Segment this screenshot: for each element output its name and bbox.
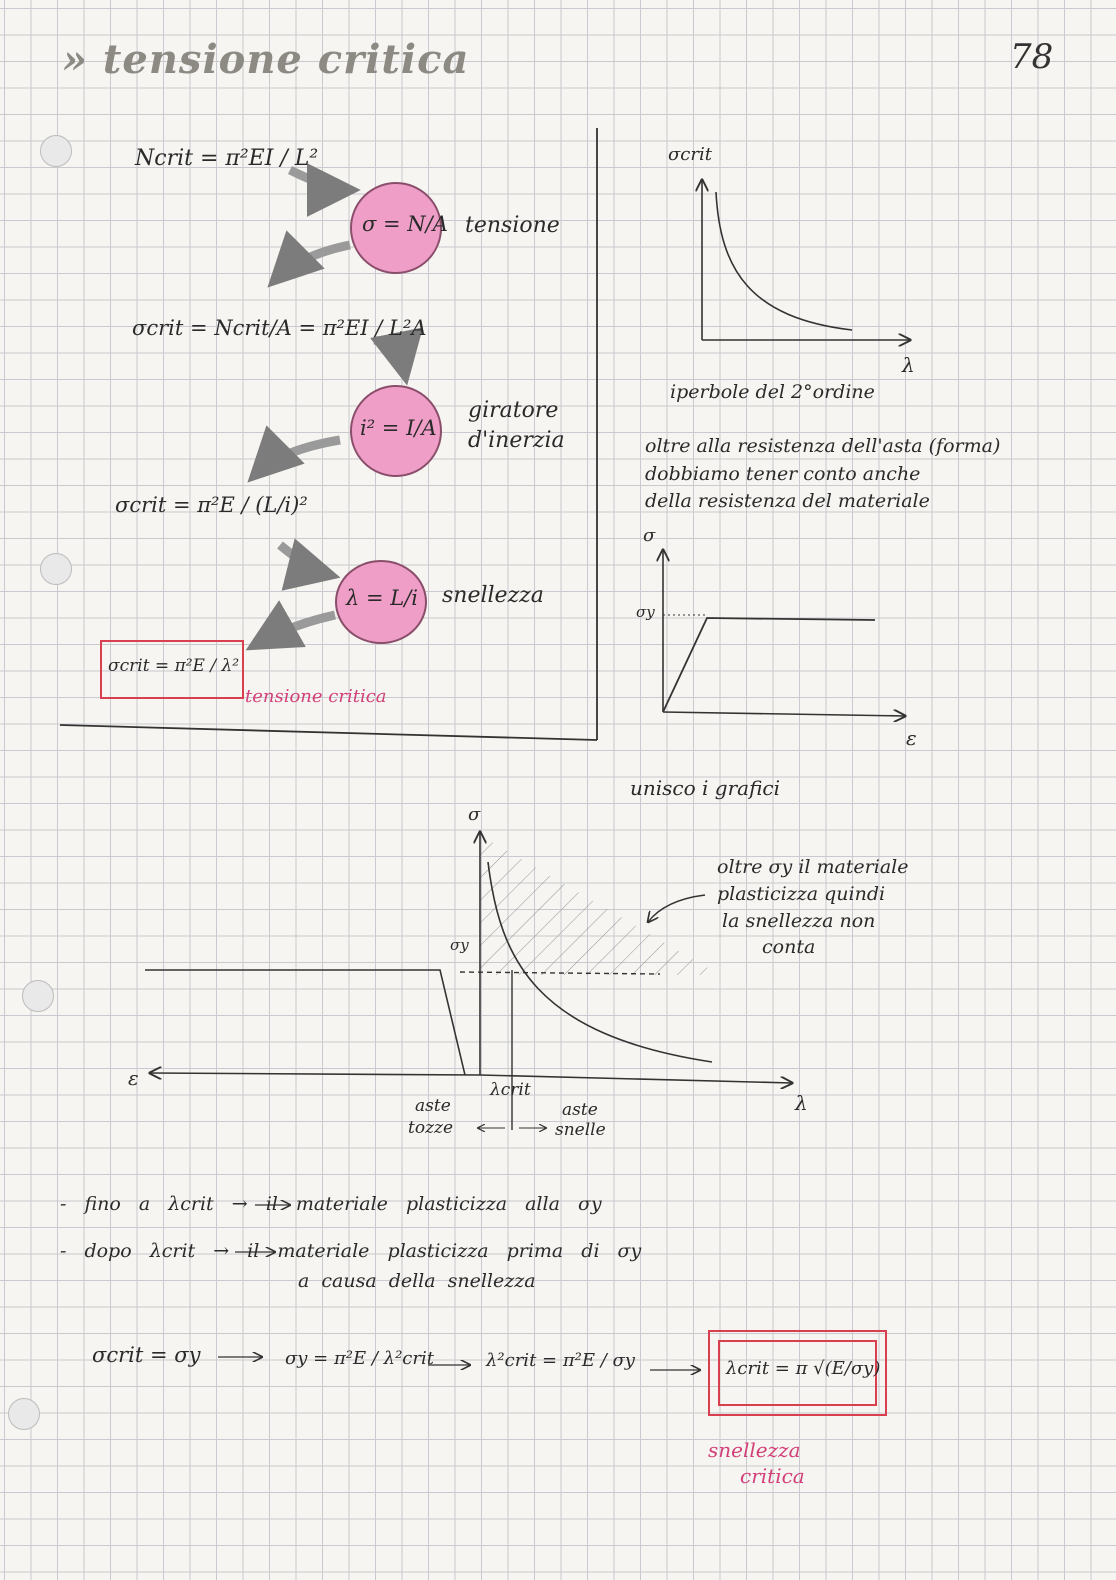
graph1-hyperbola	[716, 192, 852, 330]
flow-arrow-3	[375, 340, 405, 375]
page-number: 78	[1010, 37, 1054, 77]
flow-arrow-2	[275, 245, 350, 280]
lambda-crit-label: λcrit	[490, 1080, 531, 1100]
flow-arrow-1	[290, 170, 350, 190]
label-tensione-critica: tensione critica	[245, 686, 387, 707]
horizontal-divider	[60, 725, 597, 740]
note-line-2: dobbiamo tener conto anche	[645, 463, 921, 485]
combined-x-axis-left	[150, 1073, 480, 1075]
annotation-line-1: oltre σy il materiale	[717, 856, 909, 878]
combined-ylabel: σ	[468, 804, 481, 825]
label-snellezza: snellezza	[442, 583, 544, 608]
flow-arrow-4	[255, 440, 340, 475]
formula-radius-def: i² = I/A	[360, 416, 437, 440]
deriv-step-1: σcrit = σy	[92, 1343, 201, 1367]
graph1-xlabel: λ	[902, 353, 915, 377]
page-title: » tensione critica	[62, 36, 470, 83]
annotation-line-3: la snellezza non	[722, 910, 876, 932]
formula-slenderness-def: λ = L/i	[346, 586, 418, 610]
formula-ncrit: Ncrit = π²EI / L²	[135, 146, 319, 171]
combined-hatch-region	[480, 835, 720, 975]
graph2-curve	[663, 618, 875, 712]
combined-right-axis-label: λ	[795, 1091, 808, 1115]
note-line-1: oltre alla resistenza dell'asta (forma)	[645, 435, 1001, 457]
combined-left-axis-label: ε	[128, 1066, 139, 1090]
formula-sigma-crit-2: σcrit = π²E / (L/i)²	[115, 493, 308, 517]
graph2-xlabel: ε	[906, 726, 917, 750]
result-label-2: critica	[740, 1464, 805, 1488]
combined-stress-strain	[145, 970, 465, 1075]
bullet-2-continued: a causa della snellezza	[298, 1270, 536, 1292]
graph1-ylabel: σcrit	[668, 144, 712, 165]
annotation-line-2: plasticizza quindi	[717, 883, 886, 905]
graph1-caption: iperbole del 2°ordine	[670, 381, 875, 403]
join-label: unisco i grafici	[630, 776, 780, 800]
label-giratore: giratore	[468, 398, 559, 423]
formula-sigma-crit-1: σcrit = Ncrit/A = π²EI / L²A	[132, 316, 427, 340]
flow-arrow-5	[280, 545, 330, 575]
annotation-arrow	[648, 895, 705, 922]
graph2-x-axis	[663, 712, 905, 716]
note-line-3: della resistenza del materiale	[645, 490, 930, 512]
bullet-1: - fino a λcrit → il materiale plasticizza alla σy	[60, 1193, 602, 1215]
slender-label-2: snelle	[555, 1120, 606, 1140]
deriv-result: λcrit = π √(E/σy)	[726, 1358, 881, 1379]
formula-sigma-def: σ = N/A	[362, 212, 448, 236]
graph2-ylabel: σ	[643, 525, 656, 546]
slender-label-1: aste	[562, 1100, 598, 1120]
graph2-ytick: σy	[636, 603, 655, 621]
result-label-1: snellezza	[708, 1438, 801, 1462]
deriv-step-2: σy = π²E / λ²crit	[285, 1348, 434, 1369]
label-inerzia: d'inerzia	[468, 428, 565, 453]
annotation-line-4: conta	[762, 936, 816, 958]
combined-ytick: σy	[450, 936, 469, 954]
bullet-2: - dopo λcrit → il materiale plasticizza prima di σy	[60, 1240, 642, 1262]
formula-sigma-crit-final: σcrit = π²E / λ²	[108, 656, 240, 676]
flow-arrow-6	[255, 615, 335, 645]
deriv-step-3: λ²crit = π²E / σy	[486, 1350, 635, 1371]
stocky-label-1: aste	[415, 1096, 451, 1116]
stocky-label-2: tozze	[408, 1118, 454, 1138]
label-tensione: tensione	[465, 213, 560, 238]
